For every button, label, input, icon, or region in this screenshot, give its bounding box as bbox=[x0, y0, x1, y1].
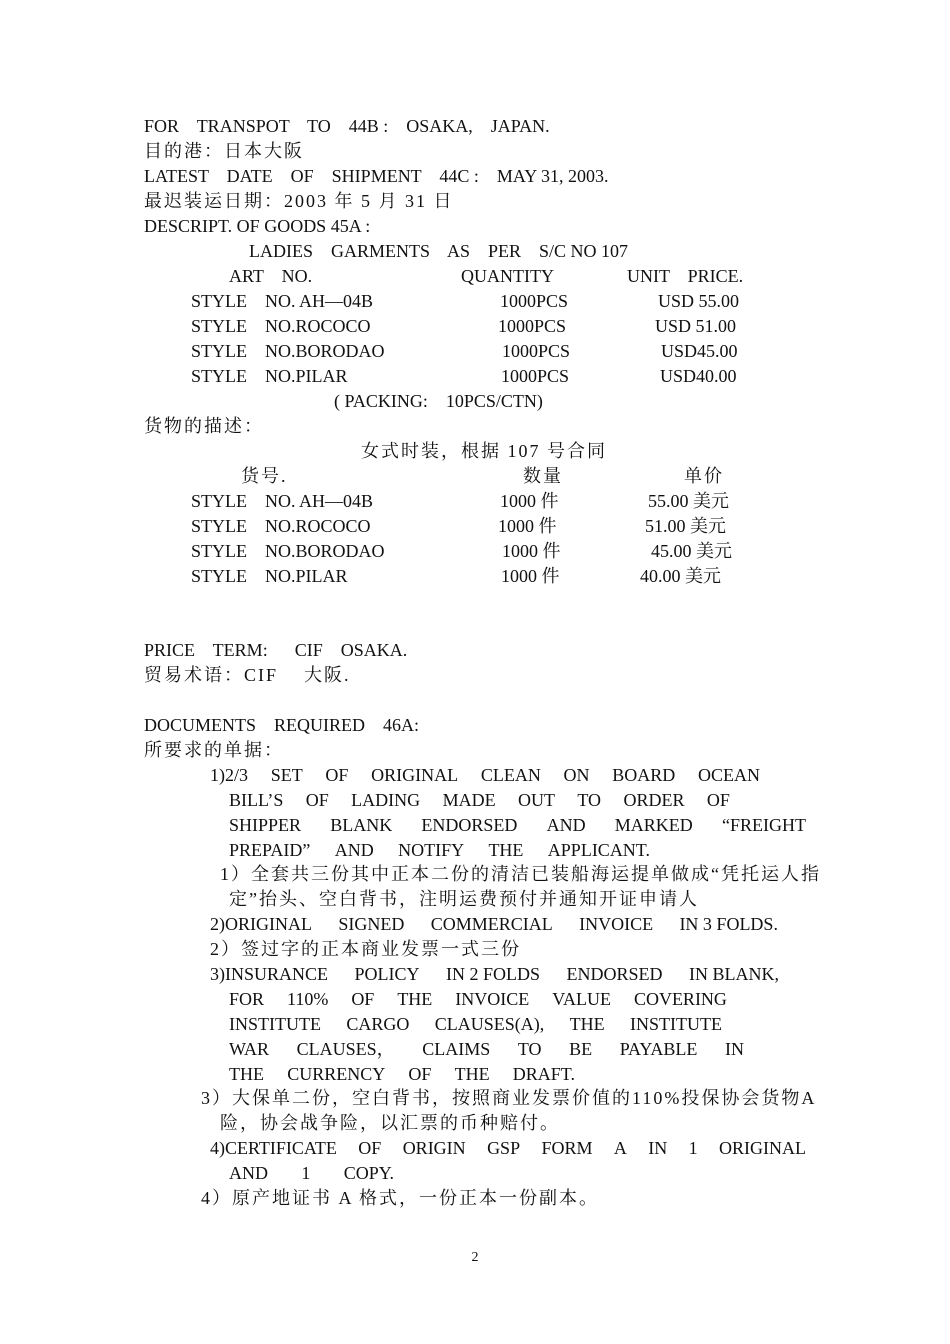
doc-item-3-line-5: THE CURRENCY OF THE DRAFT. bbox=[229, 1064, 575, 1084]
latest-shipment-cn: 最迟装运日期：2003 年 5 月 31 日 bbox=[144, 191, 454, 211]
column-header-unit-price-cn: 单价 bbox=[684, 466, 724, 486]
doc-item-3-line-2: FOR 110% OF THE INVOICE VALUE COVERING bbox=[229, 989, 727, 1009]
table-row-quantity: 1000PCS bbox=[501, 366, 570, 386]
table-row-price: USD40.00 bbox=[660, 366, 737, 386]
price-term-cn: 贸易术语：CIF 大阪. bbox=[144, 665, 351, 685]
doc-item-4-cn: 4）原产地证书 A 格式，一份正本一份副本。 bbox=[201, 1188, 600, 1208]
table-row-style: STYLE NO.PILAR bbox=[191, 566, 348, 586]
doc-item-2-cn: 2）签过字的正本商业发票一式三份 bbox=[210, 939, 521, 959]
goods-title-cn: 女式时装，根据 107 号合同 bbox=[361, 441, 607, 461]
table-row-style: STYLE NO.ROCOCO bbox=[191, 516, 371, 536]
port-of-destination-cn: 目的港：日本大阪 bbox=[144, 141, 304, 161]
port-of-destination-line: FOR TRANSPOT TO 44B : OSAKA, JAPAN. bbox=[144, 116, 550, 136]
documents-required-heading: DOCUMENTS REQUIRED 46A: bbox=[144, 715, 420, 735]
price-term-line: PRICE TERM: CIF OSAKA. bbox=[144, 640, 408, 660]
doc-item-3-cn-line-2: 险，协会战争险，以汇票的币种赔付。 bbox=[220, 1113, 560, 1133]
table-row-price: USD 55.00 bbox=[658, 291, 740, 311]
doc-item-3-line-1: 3)INSURANCE POLICY IN 2 FOLDS ENDORSED IN BLANK, bbox=[210, 964, 779, 984]
table-row-style: STYLE NO. AH—04B bbox=[191, 491, 374, 511]
column-header-quantity-cn: 数量 bbox=[523, 466, 563, 486]
page-number: 2 bbox=[471, 1250, 479, 1265]
table-row-style: STYLE NO.PILAR bbox=[191, 366, 348, 386]
table-row-price: 40.00 美元 bbox=[640, 566, 721, 586]
goods-description-cn-heading: 货物的描述： bbox=[144, 416, 264, 436]
doc-item-3-line-4: WAR CLAUSES， CLAIMS TO BE PAYABLE IN bbox=[229, 1039, 744, 1059]
packing-note: ( PACKING: 10PCS/CTN) bbox=[334, 391, 543, 411]
documents-required-cn-heading: 所要求的单据： bbox=[144, 740, 284, 760]
doc-item-3-cn-line-1: 3）大保单二份，空白背书，按照商业发票价值的 110%投保协会货物 A bbox=[201, 1088, 817, 1108]
table-row-style: STYLE NO.BORODAO bbox=[191, 541, 385, 561]
table-row-style: STYLE NO.BORODAO bbox=[191, 341, 385, 361]
table-row-style: STYLE NO.ROCOCO bbox=[191, 316, 371, 336]
table-row-price: USD 51.00 bbox=[655, 316, 737, 336]
doc-item-2-line: 2)ORIGINAL SIGNED COMMERCIAL INVOICE IN 3 FOLDS. bbox=[210, 914, 778, 934]
doc-item-4-line-1: 4)CERTIFICATE OF ORIGIN GSP FORM A IN 1 ORIGINAL bbox=[210, 1138, 806, 1158]
table-row-quantity: 1000PCS bbox=[498, 316, 567, 336]
goods-description-heading: DESCRIPT. OF GOODS 45A : bbox=[144, 216, 371, 236]
table-row-price: 55.00 美元 bbox=[648, 491, 729, 511]
doc-item-1-line-1: 1)2/3 SET OF ORIGINAL CLEAN ON BOARD OCEAN bbox=[210, 765, 760, 785]
column-header-unit-price: UNIT PRICE. bbox=[627, 266, 744, 286]
table-row-quantity: 1000 件 bbox=[502, 541, 561, 561]
doc-item-1-line-4: PREPAID” AND NOTIFY THE APPLICANT. bbox=[229, 840, 650, 860]
column-header-art-no: ART NO. bbox=[229, 266, 313, 286]
goods-title: LADIES GARMENTS AS PER S/C NO 107 bbox=[249, 241, 629, 261]
table-row-quantity: 1000 件 bbox=[500, 491, 559, 511]
doc-item-1-line-3: SHIPPER BLANK ENDORSED AND MARKED “FREIGHT bbox=[229, 815, 806, 835]
table-row-price: 51.00 美元 bbox=[645, 516, 726, 536]
table-row-quantity: 1000 件 bbox=[498, 516, 557, 536]
table-row-price: 45.00 美元 bbox=[651, 541, 732, 561]
table-row-quantity: 1000PCS bbox=[500, 291, 569, 311]
doc-item-1-line-2: BILL’S OF LADING MADE OUT TO ORDER OF bbox=[229, 790, 730, 810]
table-row-quantity: 1000 件 bbox=[501, 566, 560, 586]
doc-item-1-cn-line-1: 1）全套共三份其中正本二份的清洁已装船海运提单做成“凭托运人指 bbox=[220, 864, 821, 884]
table-row-style: STYLE NO. AH—04B bbox=[191, 291, 374, 311]
doc-item-3-line-3: INSTITUTE CARGO CLAUSES(A), THE INSTITUTE bbox=[229, 1014, 722, 1034]
latest-shipment-line: LATEST DATE OF SHIPMENT 44C : MAY 31, 2003. bbox=[144, 166, 609, 186]
table-row-price: USD45.00 bbox=[661, 341, 738, 361]
column-header-quantity: QUANTITY bbox=[461, 266, 554, 286]
doc-item-4-line-2: AND 1 COPY. bbox=[229, 1163, 394, 1183]
table-row-quantity: 1000PCS bbox=[502, 341, 571, 361]
column-header-art-no-cn: 货号. bbox=[241, 466, 288, 486]
doc-item-1-cn-line-2: 定”抬头、空白背书，注明运费预付并通知开证申请人 bbox=[229, 889, 699, 909]
